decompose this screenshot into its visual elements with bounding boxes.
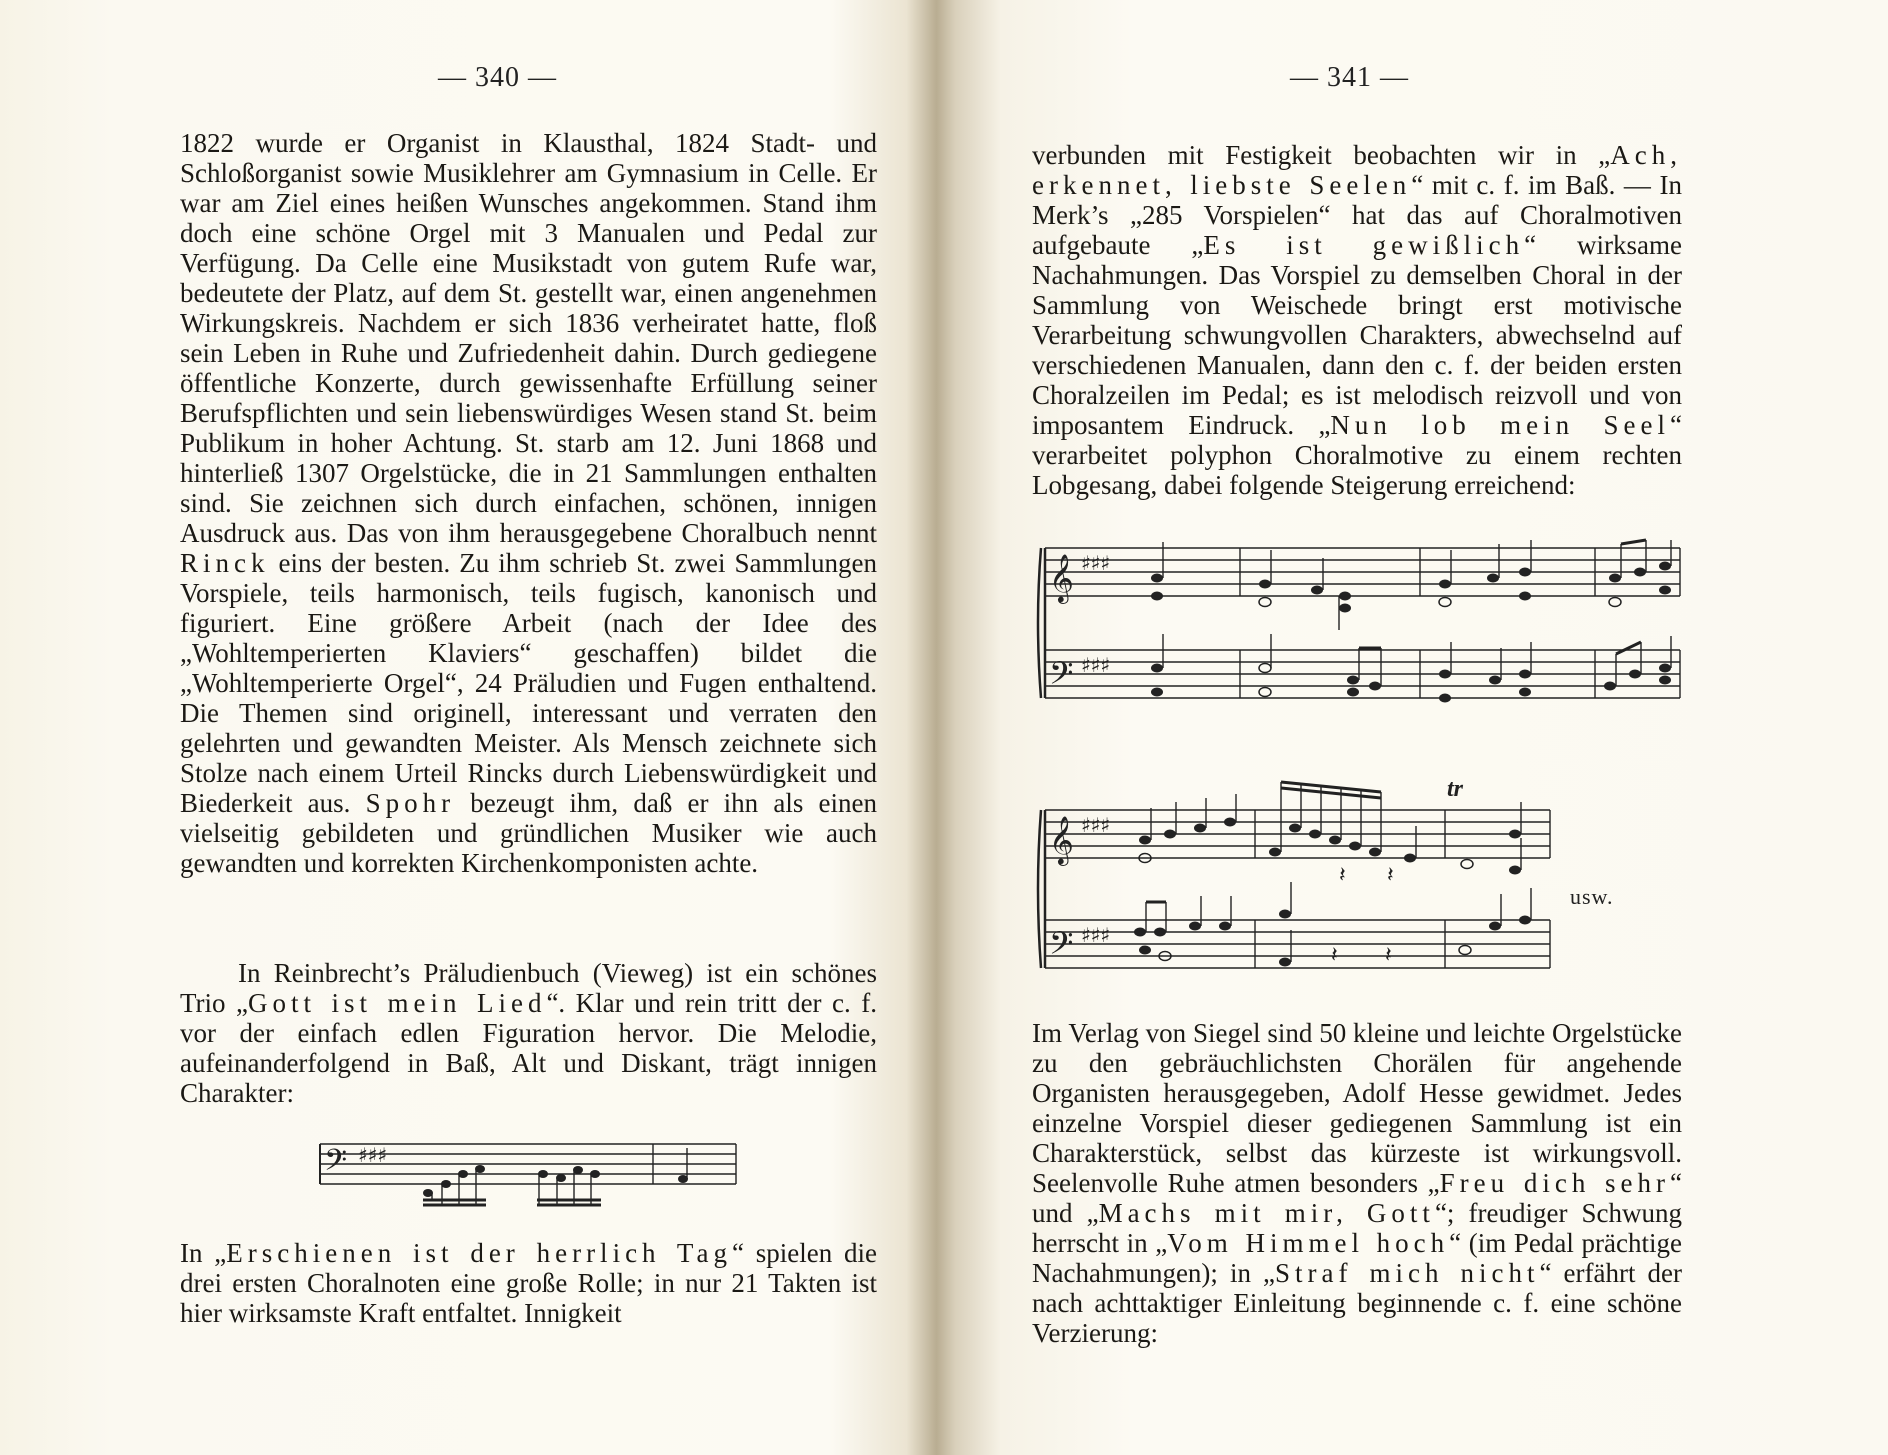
svg-text:𝄢: 𝄢 <box>324 1144 348 1185</box>
music-example-system-2 <box>1035 770 1555 980</box>
page-number-right: — 341 — <box>1290 62 1409 93</box>
svg-text:𝄽: 𝄽 <box>1331 943 1338 968</box>
text-run: Im Verlag von Siegel sind 50 kleine und leichte Orgelstücke zu den gebräuchlichsten Chorälen für angehende Organisten herausgegeben, Adolf Hesse gewidmet. Jedes einzelne Vorspiel dieser gediegenen Sammlung ist ein Charakterstück, selbst das kürzeste ist wirkungsvoll. Seelenvolle Ruhe atmen besonders „ <box>1032 1018 1682 1198</box>
text-run: “; freudiger Schwung herrscht in „ <box>1032 1198 1683 1258</box>
svg-text:𝄢: 𝄢 <box>1049 925 1074 969</box>
text-run: “ (im Pedal prächtige Nachahmungen); in „ <box>1032 1228 1683 1288</box>
spaced-title: Erschienen ist der herrlich Tag <box>226 1238 732 1268</box>
svg-text:𝄢: 𝄢 <box>1049 655 1074 699</box>
text-run: “. Klar und rein tritt der c. f. vor der einfach edlen Figuration hervor. Die Melodie, aufeinanderfolgend in Baß, Alt und Diskant, trägt innigen Charakter: <box>180 988 877 1108</box>
svg-text:♯♯♯: ♯♯♯ <box>1081 813 1111 837</box>
text-run: “ spielen die drei ersten Choralnoten eine große Rolle; in nur 21 Takten ist hier wirksamste Kraft entfaltet. Innigkeit <box>180 1238 877 1328</box>
left-paragraph-2 <box>180 958 877 1108</box>
music-grand-staff-1 <box>1035 530 1685 730</box>
text-run: “ mit c. f. im Baß. — In Merk’s „285 Vorspielen“ hat das auf Choralmotiven aufgebaute „ <box>1032 170 1682 260</box>
text-run: verbunden mit Festigkeit beobachten wir in „ <box>1032 140 1611 170</box>
music-continuation-mark: usw. <box>1570 884 1614 909</box>
page-number-left: — 340 — <box>438 62 557 93</box>
spaced-title: Spohr <box>365 788 456 818</box>
text-run: “ wirksame Nachahmungen. Das Vorspiel zu demselben Choral in der Sammlung von Weischede bringt erst motivische Verarbeitung schwungvollen Charakters, abwechselnd auf verschiedenen Manualen, dann den c. f. der beiden ersten Choralzeilen im Pedal; es ist melodisch reizvoll und von imposantem Eindruck. „ <box>1032 230 1683 440</box>
text-run: “ erfährt der nach achttaktiger Einleitung beginnende c. f. eine schöne Verzierung: <box>1032 1258 1682 1348</box>
spaced-title: Freu dich sehr <box>1439 1168 1671 1198</box>
text-run: “ verarbeitet polyphon Choralmotive zu einem rechten Lobgesang, dabei folgende Steigerung erreichend: <box>1032 410 1682 500</box>
right-paragraph-1 <box>1032 140 1682 500</box>
spaced-title: Gott ist mein Lied <box>248 988 547 1018</box>
spaced-title: Vom Himmel hoch <box>1167 1228 1450 1258</box>
music-example-bass <box>318 1130 738 1210</box>
music-example-system-1 <box>1035 530 1685 730</box>
left-paragraph-1 <box>180 128 877 878</box>
spaced-title: Es ist gewißlich <box>1203 230 1525 260</box>
paragraph <box>1032 1018 1682 1348</box>
paragraph <box>180 1238 877 1328</box>
svg-text:♯♯♯: ♯♯♯ <box>1081 653 1111 677</box>
svg-text:𝄞: 𝄞 <box>1049 553 1074 602</box>
spaced-title: Straf mich nicht <box>1274 1258 1540 1288</box>
right-page <box>955 0 1888 1455</box>
paragraph <box>180 128 877 878</box>
right-paragraph-2 <box>1032 1018 1682 1348</box>
text-run: bezeugt ihm, daß er ihn als einen vielseitig gebildeten und gründlichen Musiker wie auch gewandten und korrekten Kirchenkomponisten achte. <box>180 788 877 878</box>
music-grand-staff-2 <box>1035 770 1555 980</box>
text-run: In Reinbrecht’s Präludienbuch (Vieweg) ist ein schönes Trio „ <box>180 958 877 1018</box>
text-run: “ und „ <box>1032 1168 1682 1228</box>
spaced-title: Machs mit mir, Gott <box>1098 1198 1435 1228</box>
spaced-title: Ach, erkennet, liebste Seelen <box>1032 140 1682 200</box>
paragraph <box>1032 140 1682 500</box>
text-run: eins der besten. Zu ihm schrieb St. zwei Sammlungen Vorspiele, teils harmonisch, teils fugisch, kanonisch und figuriert. Eine größere Arbeit (nach der Idee des „Wohltemperierten Klaviers“ geschaffen) bildet die „Wohltemperierte Orgel“, 24 Präludien und Fugen enthaltend. Die Themen sind originell, interessant und verraten den gelehrten und gewandten Meister. Als Mensch zeichnete sich Stolze nach einem Urteil Rincks durch Liebenswürdigkeit und Biederkeit aus. <box>180 548 877 818</box>
text-run: In „ <box>180 1238 227 1268</box>
text-run: 1822 wurde er Organist in Klausthal, 1824 Stadt- und Schloßorganist sowie Musiklehrer am Gymnasium in Celle. Er war am Ziel eines heißen Wunsches angekommen. Stand ihm doch eine schöne Orgel mit 3 Manualen und Pedal zur Verfügung. Da Celle eine Musikstadt von gutem Rufe war, bedeutete der Platz, auf dem St. gestellt war, einen angenehmen Wirkungskreis. Nachdem er sich 1836 verheiratet hatte, floß sein Leben in Ruhe und Zufriedenheit dahin. Durch gediegene öffentliche Konzerte, durch gewissenhafte Erfüllung seiner Berufspflichten und sein liebenswürdiges Wesen stand St. beim Publikum in hoher Achtung. St. starb am 12. Juni 1868 und hinterließ 1307 Orgelstücke, die in 21 Sammlungen enthalten sind. Sie zeichnen sich durch einfachen, schönen, innigen Ausdruck aus. Das von ihm herausgegebene Choralbuch nennt <box>180 128 877 548</box>
svg-text:♯♯♯: ♯♯♯ <box>1081 551 1111 575</box>
svg-text:𝄽: 𝄽 <box>1385 943 1392 968</box>
paragraph <box>180 958 877 1108</box>
svg-text:♯♯♯: ♯♯♯ <box>358 1143 388 1167</box>
left-page <box>0 0 930 1455</box>
trill-mark: tr <box>1447 776 1464 802</box>
spaced-title: Rinck <box>180 548 270 578</box>
svg-text:𝄽: 𝄽 <box>1339 863 1346 888</box>
svg-text:♯♯♯: ♯♯♯ <box>1081 923 1111 947</box>
svg-text:𝄞: 𝄞 <box>1049 815 1074 864</box>
spaced-title: Nun lob mein Seel <box>1330 410 1671 440</box>
left-paragraph-3 <box>180 1238 877 1328</box>
music-staff-bass-clef <box>318 1130 738 1210</box>
svg-text:𝄽: 𝄽 <box>1387 863 1394 888</box>
